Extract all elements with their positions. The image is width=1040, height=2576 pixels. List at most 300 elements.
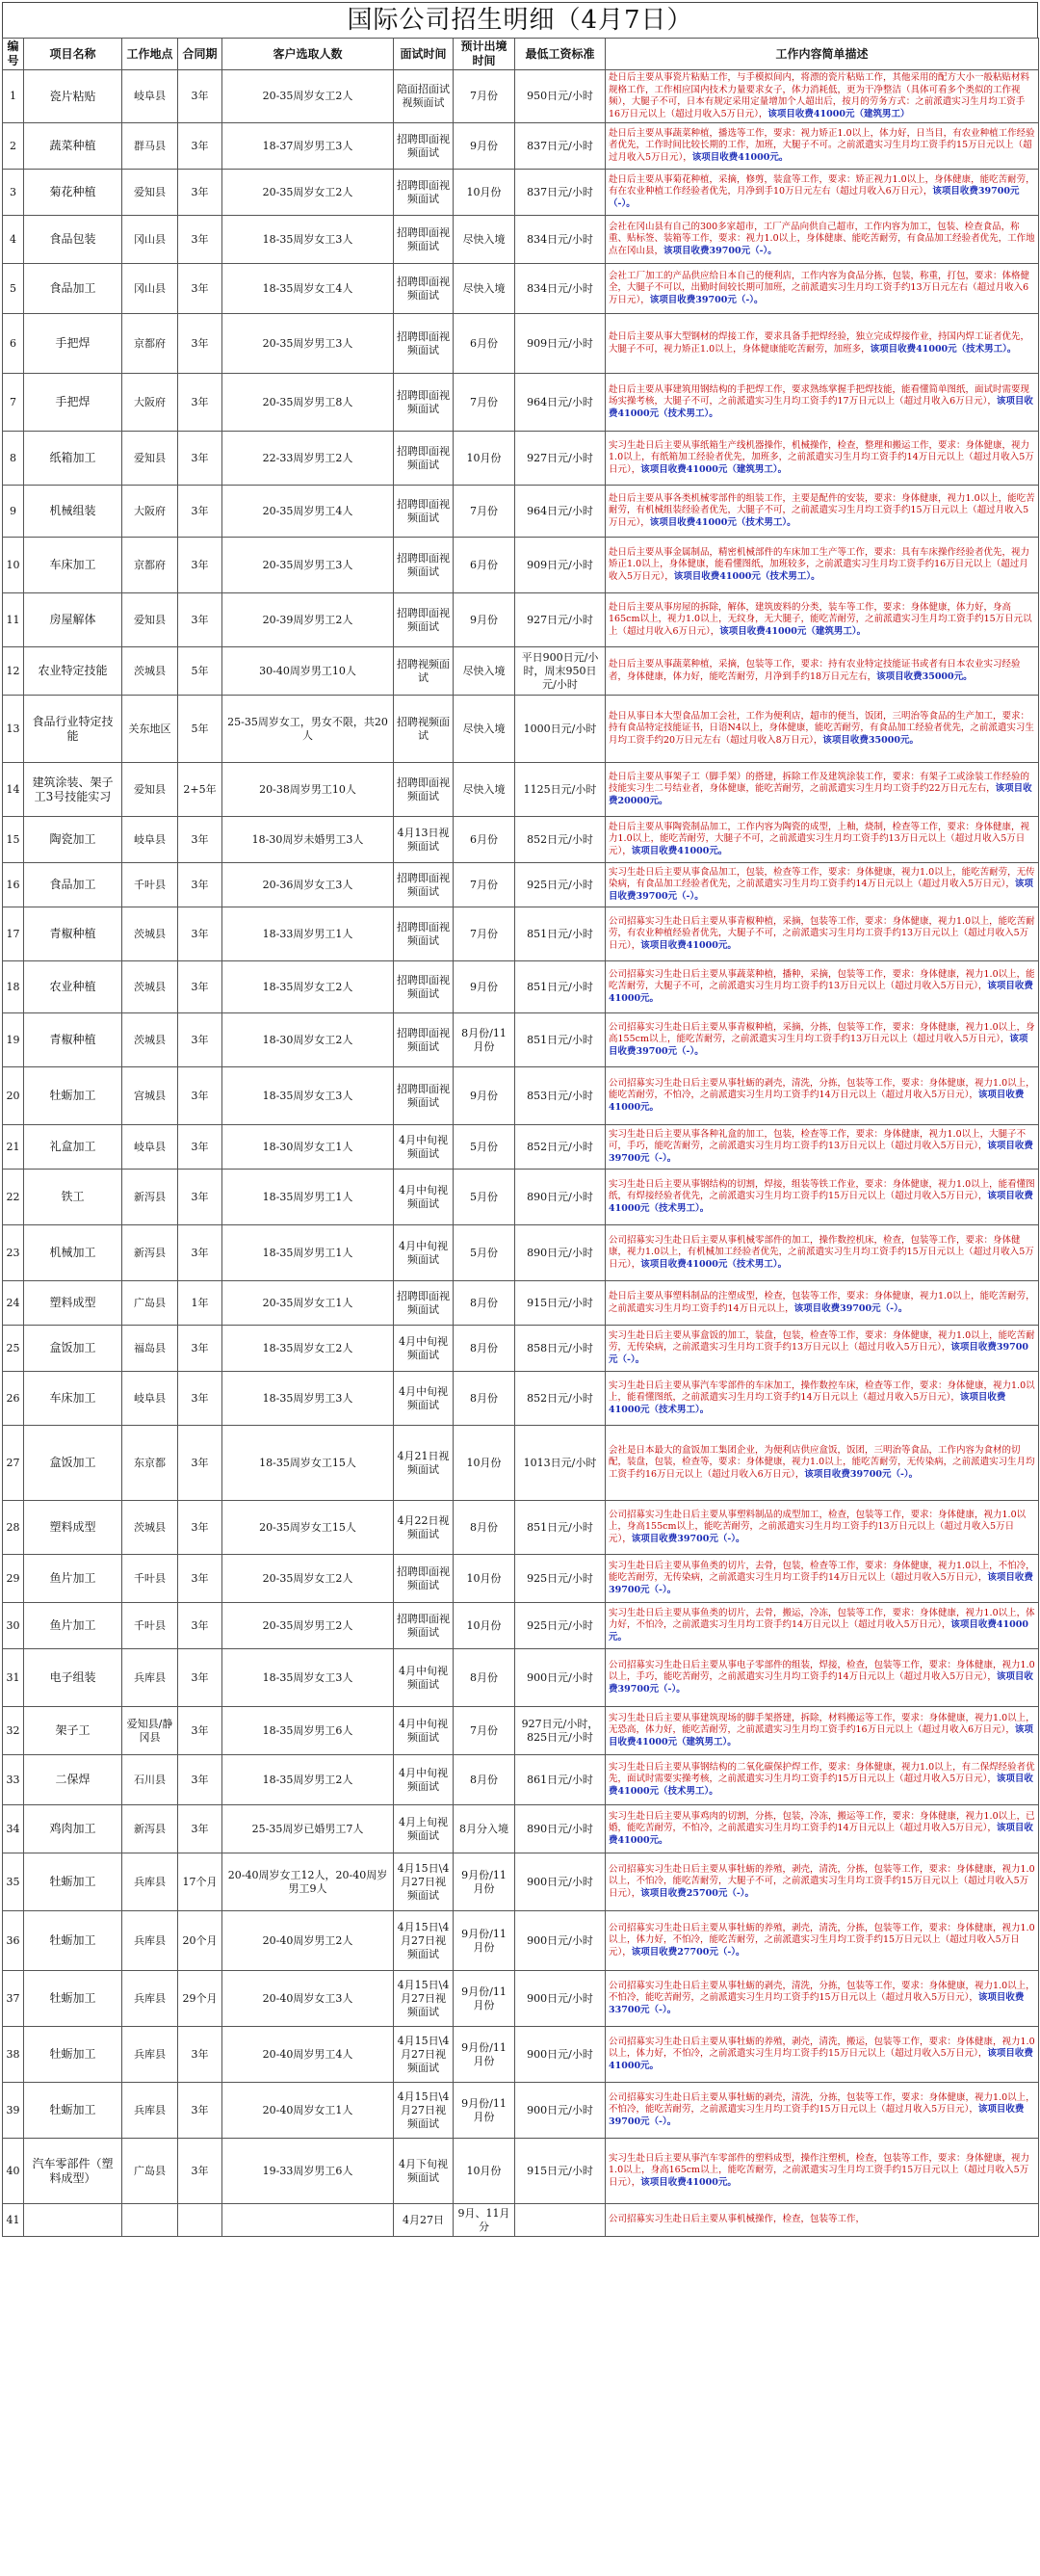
cell-depart: 9月份/11月份 xyxy=(454,2027,515,2083)
table-row xyxy=(3,216,1039,264)
fee-text: 该项目收费41000元。 xyxy=(691,151,789,163)
cell-project-name: 鱼片加工 xyxy=(24,1555,122,1603)
cell-place: 茨城县 xyxy=(122,1501,178,1555)
cell-depart: 6月份 xyxy=(454,817,515,863)
cell-people: 20-35周岁女工1人 xyxy=(222,1281,394,1326)
description-text: 公司招募实习生赴日后主要从事青椒种植，采摘，分拣，包装等工作，要求：身体健康，视力1.0以上，身高155cm以上，能吃苦耐劳，之前派遣实习生月均工资手约13万日元以上（超过月收入5万日元）， xyxy=(609,1021,1035,1045)
table-row xyxy=(3,1501,1039,1555)
cell-description xyxy=(606,1125,1039,1170)
cell-interview: 招聘即面视频面试 xyxy=(394,1067,454,1125)
cell-interview: 4月中旬视频面试 xyxy=(394,1372,454,1426)
table-row xyxy=(3,374,1039,432)
cell-project-name: 牡蛎加工 xyxy=(24,1971,122,2027)
cell-no: 18 xyxy=(3,961,24,1013)
description-text: 赴日后主要从事菊花种植，采摘，修剪，装盒等工作，要求：矫正视力1.0以上，身体健康，能吃苦耐劳，有在农业种植工作经验者优先，月净到手10万日元左右（超过月收入6万日元）， xyxy=(609,173,1035,197)
cell-project-name: 塑料成型 xyxy=(24,1281,122,1326)
fee-text: 该项目收费39700元（-）。 xyxy=(609,186,1020,209)
cell-description xyxy=(606,314,1039,374)
cell-term: 3年 xyxy=(178,1372,222,1426)
cell-term: 3年 xyxy=(178,170,222,216)
fee-text: 该项目收费39700元（-）。 xyxy=(609,1141,1033,1164)
cell-interview: 招聘即面视频面试 xyxy=(394,863,454,907)
description-text: 公司招募实习生赴日后主要从事牡蛎的养殖，剥壳，清洗，分拣，包装等工作，要求：身体健康，视力1.0以上，体力好，不怕冷，能吃苦耐劳，之前派遣实习生月均工资手约15万日元以上（超过月收入5万日元）， xyxy=(609,1922,1035,1958)
cell-depart: 8月份 xyxy=(454,1501,515,1555)
fee-text: 该项目收费41000元。 xyxy=(609,981,1033,1004)
fee-text: 该项目收费39700元（-）。 xyxy=(663,245,777,256)
cell-interview: 招聘即面视频面试 xyxy=(394,763,454,817)
description-text: 实习生赴日后主要从事各种礼盒的加工，包装，检查等工作，要求：身体健康，视力1.0以上，大腿子不可，手巧，能吃苦耐劳，之前派遣实习生月均工资手约13万日元以上（超过月收入5万日元）， xyxy=(609,1128,1027,1152)
cell-description xyxy=(606,1971,1039,2027)
cell-project-name: 纸箱加工 xyxy=(24,432,122,486)
description-text: 赴日后主要从事大型钢材的焊接工作，要求具备手把焊经验，独立完成焊接作业，持国内焊工证者优先，大腿子不可，视力矫正1.0以上，身体健康能吃苦耐劳，加班多， xyxy=(609,331,1030,355)
cell-no: 17 xyxy=(3,907,24,961)
cell-people: 18-30周岁女工2人 xyxy=(222,1013,394,1067)
description-text: 公司招募实习生赴日后主要从事牡蛎的剥壳，清洗，分拣，包装等工作，要求：身体健康，视力1.0以上，不怕冷，能吃苦耐劳，之前派遣实习生月均工资手约15万日元以上（超过月收入5万日元）， xyxy=(609,2091,1035,2116)
cell-place: 东京都 xyxy=(122,1426,178,1501)
table-row xyxy=(3,2204,1039,2237)
cell-no: 12 xyxy=(3,647,24,696)
cell-wage xyxy=(515,2204,606,2237)
cell-depart: 7月份 xyxy=(454,70,515,123)
cell-no: 37 xyxy=(3,1971,24,2027)
fee-text: 该项目收费41000元（技术男工）。 xyxy=(640,1258,788,1270)
cell-description xyxy=(606,1372,1039,1426)
cell-description xyxy=(606,1555,1039,1603)
header-term: 合同期 xyxy=(178,39,222,70)
cell-term: 3年 xyxy=(178,961,222,1013)
cell-interview: 招聘即面视频面试 xyxy=(394,123,454,170)
description-text: 赴日后主要从事蔬菜种植，播选等工作，要求：视力矫正1.0以上，体力好，日当目，有农业种植工作经验者优先，工作时间比较长期的工作，加班，大腿子不可。之前派遣实习生月均工资手约15万日元以上（超过月收入5万日元）， xyxy=(609,127,1035,163)
cell-no: 35 xyxy=(3,1853,24,1911)
table-row xyxy=(3,123,1039,170)
cell-depart: 9月、11月分 xyxy=(454,2204,515,2237)
table-row xyxy=(3,1853,1039,1911)
cell-wage: 851日元/小时 xyxy=(515,1501,606,1555)
cell-no: 3 xyxy=(3,170,24,216)
cell-place: 石川县 xyxy=(122,1755,178,1805)
description-text: 会社是日本最大的盒饭加工集团企业，为便利店供应盒饭，饭团，三明治等食品，工作内容为食材的切配，装盘，包装，检查等，要求：身体健康，视力1.0以上，能吃苦耐劳，无传染病，之前派遣实习生月均工资手约16万日元以上（超过月收入6万日元）， xyxy=(609,1444,1035,1480)
cell-depart: 9月份/11月份 xyxy=(454,1853,515,1911)
header-name: 项目名称 xyxy=(24,39,122,70)
cell-interview: 招聘即面视频面试 xyxy=(394,1281,454,1326)
cell-place: 京都府 xyxy=(122,314,178,374)
cell-interview: 4月15日\4月27日视频面试 xyxy=(394,1971,454,2027)
cell-depart: 9月份 xyxy=(454,1067,515,1125)
cell-no: 25 xyxy=(3,1326,24,1372)
cell-place: 兵库县 xyxy=(122,1911,178,1971)
cell-depart: 8月分入境 xyxy=(454,1805,515,1853)
description-text: 赴日后主要从事房屋的拆除，解体，建筑废料的分类，装车等工作，要求：身体健康，体力好，身高165cm以上，视力1.0以上，无纹身，无大腿子，能吃苦耐劳，之前派遣实习生月均工资手约15万日元以上（超过月收入6万日元）， xyxy=(609,601,1032,637)
cell-interview: 4月中旬视频面试 xyxy=(394,1707,454,1755)
cell-term: 3年 xyxy=(178,264,222,314)
cell-no: 1 xyxy=(3,70,24,123)
cell-place: 岐阜县 xyxy=(122,817,178,863)
cell-depart: 5月份 xyxy=(454,1125,515,1170)
description-text: 赴日后主要从事蔬菜种植，采摘，包装等工作，要求：持有农业特定技能证书或者有日本农业实习经验者，身体健康，体力好，能吃苦耐劳，月净到手约18万日元左右， xyxy=(609,659,1021,682)
cell-people: 25-35周岁女工，男女不限，共20人 xyxy=(222,696,394,763)
cell-place: 广岛县 xyxy=(122,2139,178,2204)
cell-no: 27 xyxy=(3,1426,24,1501)
cell-people: 18-35周岁女工3人 xyxy=(222,1649,394,1707)
cell-term: 5年 xyxy=(178,696,222,763)
cell-wage: 837日元/小时 xyxy=(515,170,606,216)
description-text: 实习生赴日后主要从事建筑现场的脚手架搭建，拆除，材料搬运等工作，要求：身体健康，视力1.0以上，无恐高，体力好，能吃苦耐劳，之前派遣实习生月均工资手约16万日元以上（超过月收入6万日元）， xyxy=(609,1712,1035,1736)
description-text: 实习生赴日后主要从事鱼类的切片，去骨，搬运，冷冻，包装等工作，要求：身体健康，视力1.0以上，体力好，不怕冷，之前派遣实习生月均工资手约14万日元以上（超过月收入5万日元）， xyxy=(609,1607,1035,1631)
table-row xyxy=(3,2139,1039,2204)
cell-depart: 6月份 xyxy=(454,538,515,593)
table-row xyxy=(3,2083,1039,2139)
fee-text: 该项目收费41000元（技术男工）。 xyxy=(609,1774,1033,1797)
cell-description xyxy=(606,216,1039,264)
fee-text: 该项目收费39700元（-）。 xyxy=(793,1302,908,1314)
fee-text: 该项目收费39700元（-）。 xyxy=(609,879,1033,902)
cell-project-name: 礼盒加工 xyxy=(24,1125,122,1170)
fee-text: 该项目收费41000元。 xyxy=(609,1619,1028,1643)
cell-depart: 6月份 xyxy=(454,314,515,374)
cell-place: 群马县 xyxy=(122,123,178,170)
cell-project-name: 二保焊 xyxy=(24,1755,122,1805)
fee-text: 该项目收费41000元。 xyxy=(640,2176,737,2188)
cell-description xyxy=(606,1225,1039,1281)
table-row xyxy=(3,432,1039,486)
cell-no: 21 xyxy=(3,1125,24,1170)
cell-description xyxy=(606,907,1039,961)
cell-description xyxy=(606,763,1039,817)
cell-term: 3年 xyxy=(178,123,222,170)
cell-term: 3年 xyxy=(178,593,222,647)
cell-project-name: 车床加工 xyxy=(24,1372,122,1426)
cell-project-name: 瓷片粘贴 xyxy=(24,70,122,123)
cell-no: 9 xyxy=(3,486,24,538)
cell-depart: 9月份 xyxy=(454,123,515,170)
header-people: 客户选取人数 xyxy=(222,39,394,70)
cell-term: 29个月 xyxy=(178,1971,222,2027)
cell-depart: 8月份 xyxy=(454,1755,515,1805)
cell-term: 3年 xyxy=(178,1707,222,1755)
cell-term: 3年 xyxy=(178,907,222,961)
cell-term: 3年 xyxy=(178,1501,222,1555)
cell-project-name: 农业种植 xyxy=(24,961,122,1013)
cell-place xyxy=(122,2204,178,2237)
cell-depart: 尽快入境 xyxy=(454,264,515,314)
cell-wage: 925日元/小时 xyxy=(515,863,606,907)
cell-project-name: 盒饭加工 xyxy=(24,1326,122,1372)
header-no: 编号 xyxy=(3,39,24,70)
description-text: 实习生赴日后主要从事食品加工，包装，检查等工作，要求：身体健康，视力1.0以上，能吃苦耐劳，无传染病，有食品加工经验者优先，之前派遣实习生月均工资手约14万日元以上（超过月收入5万日元）， xyxy=(609,866,1035,890)
cell-description xyxy=(606,2027,1039,2083)
cell-no: 36 xyxy=(3,1911,24,1971)
cell-project-name: 架子工 xyxy=(24,1707,122,1755)
cell-term: 3年 xyxy=(178,1125,222,1170)
table-row xyxy=(3,1555,1039,1603)
cell-description xyxy=(606,1067,1039,1125)
cell-term: 1年 xyxy=(178,1281,222,1326)
cell-description xyxy=(606,1326,1039,1372)
cell-place: 爱知县 xyxy=(122,170,178,216)
cell-place: 爱知县/静冈县 xyxy=(122,1707,178,1755)
table-row xyxy=(3,817,1039,863)
fee-text: 该项目收费39700元（-）。 xyxy=(649,294,764,305)
header-depart: 预计出境时间 xyxy=(454,39,515,70)
description-text: 赴日后主要从事金属制品，精密机械部件的车床加工生产等工作，要求：具有车床操作经验者优先，视力矫正1.0以上，身体健康，能看懂图纸，加班较多，之前派遣实习生月均工资手约16万日元以上（超过月收入5万日元）， xyxy=(609,546,1030,582)
cell-wage: 851日元/小时 xyxy=(515,1013,606,1067)
cell-people: 20-35周岁女工2人 xyxy=(222,70,394,123)
fee-text: 该项目收费27700元（-）。 xyxy=(631,1946,745,1958)
cell-wage: 853日元/小时 xyxy=(515,1067,606,1125)
cell-interview: 招聘即面视频面试 xyxy=(394,1013,454,1067)
cell-place: 兵库县 xyxy=(122,1971,178,2027)
cell-wage: 900日元/小时 xyxy=(515,1971,606,2027)
cell-description xyxy=(606,1013,1039,1067)
cell-project-name: 建筑涂装、架子工3号技能实习 xyxy=(24,763,122,817)
description-text: 赴日后主要从事建筑用钢结构的手把焊工作，要求熟练掌握手把焊技能，能看懂简单图纸，面试时需要现场实操考核，大腿子不可，之前派遣实习生月均工资手约17万日元以上（超过月收入6万日元）， xyxy=(609,383,1030,407)
fee-text: 该项目收费20000元。 xyxy=(609,783,1032,806)
fee-text: 该项目收费25700元（-）。 xyxy=(640,1887,755,1899)
cell-description xyxy=(606,1170,1039,1225)
cell-term xyxy=(178,2204,222,2237)
cell-depart: 8月份 xyxy=(454,1372,515,1426)
cell-wage: 900日元/小时 xyxy=(515,1649,606,1707)
cell-depart: 7月份 xyxy=(454,907,515,961)
cell-people: 20-38周岁男工10人 xyxy=(222,763,394,817)
cell-term: 20个月 xyxy=(178,1911,222,1971)
table-row xyxy=(3,961,1039,1013)
cell-project-name xyxy=(24,2204,122,2237)
cell-interview: 招聘即面视频面试 xyxy=(394,593,454,647)
cell-people: 20-40周岁女工1人 xyxy=(222,2083,394,2139)
cell-people: 20-35周岁男工4人 xyxy=(222,486,394,538)
table-row xyxy=(3,1707,1039,1755)
cell-interview: 招聘即面视频面试 xyxy=(394,170,454,216)
cell-term: 3年 xyxy=(178,1225,222,1281)
cell-place: 岐阜县 xyxy=(122,1125,178,1170)
cell-interview: 招聘即面视频面试 xyxy=(394,216,454,264)
cell-people: 20-40周岁女工12人，20-40周岁男工9人 xyxy=(222,1853,394,1911)
table-row xyxy=(3,647,1039,696)
cell-depart: 尽快入境 xyxy=(454,763,515,817)
cell-no: 15 xyxy=(3,817,24,863)
fee-text: 该项目收费41000元（技术男工）。 xyxy=(649,516,796,528)
cell-term: 3年 xyxy=(178,486,222,538)
description-text: 会社在冈山县有自己的300多家超市，工厂产品向供自己超市，工作内容为加工，包装、检查食品，称重、贴标签、装箱等工作，要求：视力1.0以上，身体健康、能吃苦耐劳，有食品加工经验者优先，工作地点在冈山县， xyxy=(609,221,1035,256)
cell-people: 18-37周岁男工3人 xyxy=(222,123,394,170)
cell-place: 兵库县 xyxy=(122,1853,178,1911)
cell-no: 29 xyxy=(3,1555,24,1603)
cell-wage: 834日元/小时 xyxy=(515,264,606,314)
cell-project-name: 塑料成型 xyxy=(24,1501,122,1555)
cell-term: 3年 xyxy=(178,216,222,264)
description-text: 公司招募实习生赴日后主要从事牡蛎的剥壳，清洗，分拣，包装等工作，要求：身体健康，视力1.0以上，不怕冷，能吃苦耐劳，之前派遣实习生月均工资手约15万日元以上（超过月收入5万日元）， xyxy=(609,1980,1035,2004)
cell-interview: 招聘视频面试 xyxy=(394,696,454,763)
cell-interview: 招聘即面视频面试 xyxy=(394,907,454,961)
cell-place: 爱知县 xyxy=(122,593,178,647)
cell-description xyxy=(606,1911,1039,1971)
cell-depart: 10月份 xyxy=(454,1426,515,1501)
table-row xyxy=(3,1013,1039,1067)
cell-wage: 851日元/小时 xyxy=(515,907,606,961)
cell-place: 茨城县 xyxy=(122,907,178,961)
cell-people: 20-35周岁男工3人 xyxy=(222,538,394,593)
cell-place: 大阪府 xyxy=(122,374,178,432)
cell-description xyxy=(606,1281,1039,1326)
table-row xyxy=(3,763,1039,817)
cell-people: 20-35周岁女工2人 xyxy=(222,1555,394,1603)
description-text: 公司招募实习生赴日后主要从事电子零部件的组装，焊接，检查，包装等工作，要求：身体健康，视力1.0以上，手巧，能吃苦耐劳，之前派遣实习生月均工资手约14万日元以上（超过月收入5万日元）， xyxy=(609,1659,1035,1683)
cell-no: 40 xyxy=(3,2139,24,2204)
table-row xyxy=(3,1125,1039,1170)
cell-term: 3年 xyxy=(178,2139,222,2204)
cell-place: 茨城县 xyxy=(122,647,178,696)
cell-people: 18-35周岁女工4人 xyxy=(222,264,394,314)
cell-interview: 4月15日\4月27日视频面试 xyxy=(394,1853,454,1911)
cell-description xyxy=(606,1501,1039,1555)
cell-description xyxy=(606,264,1039,314)
cell-project-name: 牡蛎加工 xyxy=(24,1911,122,1971)
cell-people: 18-30周岁未婚男工3人 xyxy=(222,817,394,863)
fee-text: 该项目收费41000元（技术男工）。 xyxy=(609,1392,1006,1415)
cell-people: 18-35周岁女工2人 xyxy=(222,961,394,1013)
cell-no: 20 xyxy=(3,1067,24,1125)
fee-text: 该项目收费41000元（建筑男工） xyxy=(767,108,910,119)
cell-people: 18-35周岁男工1人 xyxy=(222,1225,394,1281)
cell-interview: 陪面招面试视频面试 xyxy=(394,70,454,123)
header-desc: 工作内容简单描述 xyxy=(606,39,1039,70)
table-row xyxy=(3,170,1039,216)
cell-place: 兵库县 xyxy=(122,2083,178,2139)
cell-people: 19-33周岁男工6人 xyxy=(222,2139,394,2204)
cell-wage: 909日元/小时 xyxy=(515,538,606,593)
cell-description xyxy=(606,538,1039,593)
table-row xyxy=(3,1755,1039,1805)
cell-interview: 4月中旬视频面试 xyxy=(394,1170,454,1225)
fee-text: 该项目收费41000元。 xyxy=(640,939,737,951)
cell-project-name: 手把焊 xyxy=(24,374,122,432)
cell-people: 20-36周岁女工3人 xyxy=(222,863,394,907)
cell-depart: 9月份 xyxy=(454,593,515,647)
fee-text: 该项目收费39700元（-）。 xyxy=(609,2104,1025,2127)
cell-description xyxy=(606,1755,1039,1805)
cell-project-name: 青椒种植 xyxy=(24,1013,122,1067)
cell-place: 千叶县 xyxy=(122,1603,178,1649)
table-row xyxy=(3,1067,1039,1125)
cell-interview: 4月中旬视频面试 xyxy=(394,1755,454,1805)
cell-no: 22 xyxy=(3,1170,24,1225)
cell-no: 34 xyxy=(3,1805,24,1853)
cell-no: 39 xyxy=(3,2083,24,2139)
cell-term: 3年 xyxy=(178,2027,222,2083)
cell-project-name: 鸡肉加工 xyxy=(24,1805,122,1853)
cell-depart: 8月份/11月份 xyxy=(454,1013,515,1067)
cell-people: 18-35周岁女工2人 xyxy=(222,1326,394,1372)
cell-description xyxy=(606,863,1039,907)
cell-description xyxy=(606,1426,1039,1501)
table-row xyxy=(3,1971,1039,2027)
cell-description xyxy=(606,817,1039,863)
table-row xyxy=(3,863,1039,907)
cell-depart: 7月份 xyxy=(454,863,515,907)
description-text: 公司招募实习生赴日后主要从事牡蛎的养殖，剥壳，清洗，分拣，包装等工作，要求：身体健康，视力1.0以上，不怕冷，能吃苦耐劳，大腿子不可，之前派遣实习生月均工资手约15万日元以上（超过月收入5万日元）， xyxy=(609,1863,1035,1899)
cell-place: 关东地区 xyxy=(122,696,178,763)
cell-wage: 858日元/小时 xyxy=(515,1326,606,1372)
cell-no: 32 xyxy=(3,1707,24,1755)
cell-project-name: 机械组装 xyxy=(24,486,122,538)
cell-description xyxy=(606,486,1039,538)
cell-people: 20-39周岁男工2人 xyxy=(222,593,394,647)
cell-place: 京都府 xyxy=(122,538,178,593)
description-text: 实习生赴日后主要从事鸡肉的切割，分拣，包装，冷冻，搬运等工作，要求：身体健康，视力1.0以上，已婚，能吃苦耐劳，不怕冷，之前派遣实习生月均工资手约14万日元以上（超过月收入5万日元）， xyxy=(609,1810,1035,1834)
cell-no: 7 xyxy=(3,374,24,432)
cell-wage: 927日元/小时 xyxy=(515,593,606,647)
table-row xyxy=(3,1911,1039,1971)
description-text: 实习生赴日后主要从事鱼类的切片，去骨，包装，检查等工作，要求：身体健康，视力1.0以上，不怕冷，能吃苦耐劳，无传染病，之前派遣实习生月均工资手约14万日元以上（超过月收入5万日元）， xyxy=(609,1560,1035,1584)
cell-depart: 10月份 xyxy=(454,432,515,486)
header-place: 工作地点 xyxy=(122,39,178,70)
cell-project-name: 农业特定技能 xyxy=(24,647,122,696)
fee-text: 该项目收费41000元（技术男工）。 xyxy=(609,1191,1033,1214)
cell-no: 16 xyxy=(3,863,24,907)
fee-text: 该项目收费41000元。 xyxy=(609,2048,1033,2071)
fee-text: 该项目收费39700元（-）。 xyxy=(609,1572,1033,1595)
cell-interview: 4月下旬视频面试 xyxy=(394,2139,454,2204)
cell-term: 3年 xyxy=(178,1013,222,1067)
fee-text: 该项目收费41000元（技术男工）。 xyxy=(609,396,1033,419)
cell-interview: 4月22日视频面试 xyxy=(394,1501,454,1555)
cell-people xyxy=(222,2204,394,2237)
cell-term: 3年 xyxy=(178,1170,222,1225)
cell-term: 3年 xyxy=(178,314,222,374)
table-row xyxy=(3,538,1039,593)
cell-term: 3年 xyxy=(178,374,222,432)
cell-wage: 909日元/小时 xyxy=(515,314,606,374)
cell-wage: 925日元/小时 xyxy=(515,1555,606,1603)
cell-no: 28 xyxy=(3,1501,24,1555)
cell-wage: 852日元/小时 xyxy=(515,1372,606,1426)
fee-text: 该项目收费33700元（-）。 xyxy=(609,1992,1025,2015)
fee-text: 该项目收费41000元（技术男工）。 xyxy=(870,343,1017,355)
cell-people: 25-35周岁已婚男工7人 xyxy=(222,1805,394,1853)
description-text: 赴日从事日本大型食品加工会社，工作为便利店，超市的便当，饭团，三明治等食品的生产加工，要求：持有食品特定技能证书，日语N4以上，身体健康，能吃苦耐劳，有食品加工经验者优先，之前派遣实习生月均工资手约20万日元左右（超过月收入8万日元）， xyxy=(609,710,1034,746)
table-row xyxy=(3,486,1039,538)
cell-place: 大阪府 xyxy=(122,486,178,538)
description-text: 实习生赴日后主要从事钢结构的切割，焊接，组装等铁工作业，要求：身体健康，视力1.0以上，能看懂图纸，有焊接经验者优先，之前派遣实习生月均工资手约15万日元以上（超过月收入5万日元）， xyxy=(609,1178,1035,1202)
cell-description xyxy=(606,2204,1039,2237)
cell-wage: 927日元/小时，825日元/小时 xyxy=(515,1707,606,1755)
header-wage: 最低工资标准 xyxy=(515,39,606,70)
cell-people: 22-33周岁男工2人 xyxy=(222,432,394,486)
cell-project-name: 牡蛎加工 xyxy=(24,2027,122,2083)
cell-no: 26 xyxy=(3,1372,24,1426)
cell-people: 18-35周岁男工6人 xyxy=(222,1707,394,1755)
cell-term: 3年 xyxy=(178,1426,222,1501)
cell-project-name: 房屋解体 xyxy=(24,593,122,647)
fee-text: 该项目收费35000元。 xyxy=(876,670,973,682)
cell-wage: 1125日元/小时 xyxy=(515,763,606,817)
description-text: 赴日后主要从事陶瓷制品加工，工作内容为陶瓷的成型，上釉，烧制，检查等工作，要求：身体健康，视力1.0以上，能吃苦耐劳，大腿子不可，之前派遣实习生月均工资手约13万日元以上（超过月收入5万日元）， xyxy=(609,821,1030,856)
description-text: 赴日后主要从事架子工（脚手架）的搭建，拆除工作及建筑涂装工作，要求：有架子工或涂装工作经验的技能实习生二号结业者，身体健康，能吃苦耐劳，之前派遣实习生月均工资手约22万日元左右， xyxy=(609,771,1030,795)
fee-text: 该项目收费41000元（技术男工）。 xyxy=(673,570,820,582)
cell-wage: 890日元/小时 xyxy=(515,1170,606,1225)
table-row xyxy=(3,2027,1039,2083)
cell-place: 茨城县 xyxy=(122,961,178,1013)
cell-term: 3年 xyxy=(178,1067,222,1125)
fee-text: 该项目收费41000元（建筑男工）。 xyxy=(719,625,867,637)
cell-depart: 8月份 xyxy=(454,1649,515,1707)
cell-term: 3年 xyxy=(178,1326,222,1372)
cell-people: 18-35周岁女工15人 xyxy=(222,1426,394,1501)
cell-depart: 9月份/11月份 xyxy=(454,1911,515,1971)
cell-no: 2 xyxy=(3,123,24,170)
description-text: 赴日后主要从事各类机械零部件的组装工作，主要是配件的安装，要求：身体健康，视力1.0以上，能吃苦耐劳，有机械组装经验者优先，大腿子不可，之前派遣实习生月均工资手约15万日元以上（超过月收入5万日元）， xyxy=(609,492,1035,528)
